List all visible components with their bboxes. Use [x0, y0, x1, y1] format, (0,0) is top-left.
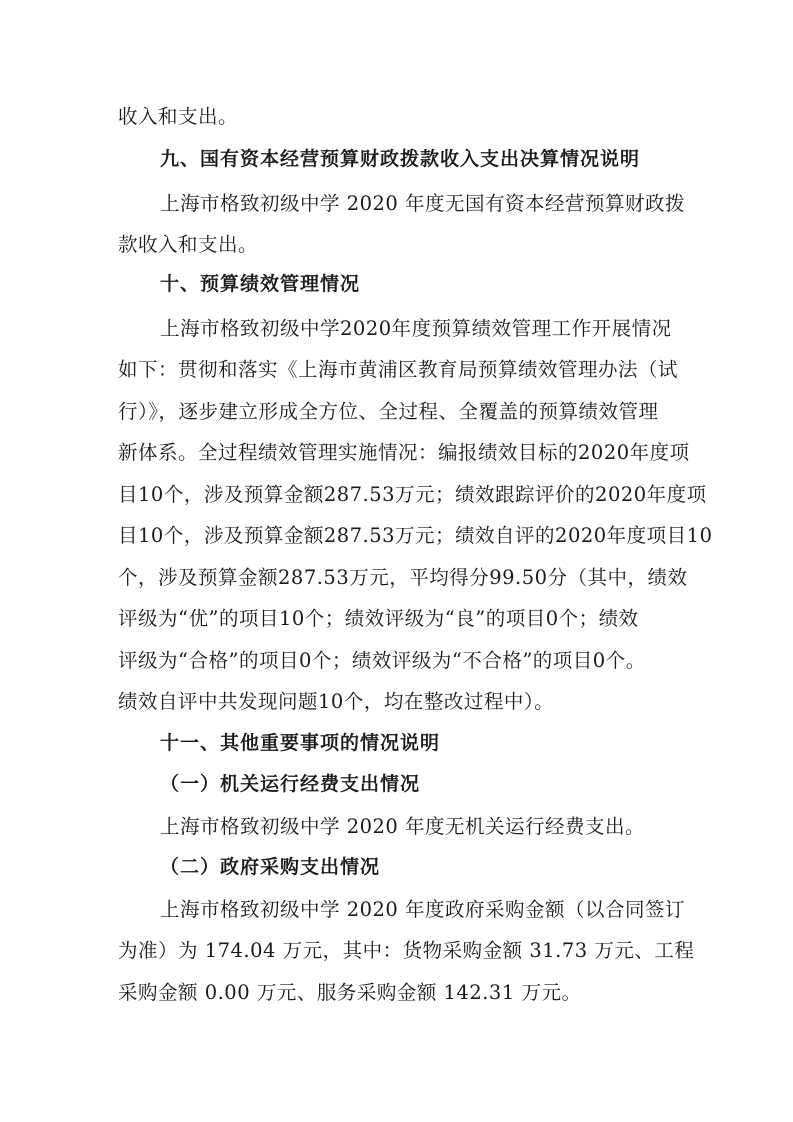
paragraph-10-line-5: 目10个，涉及预算金额287.53万元；绩效跟踪评价的2020年度项	[118, 483, 707, 506]
paragraph-11-1: 上海市格致初级中学 2020 年度无机关运行经费支出。	[160, 815, 646, 838]
heading-10: 十、预算绩效管理情况	[160, 273, 361, 295]
heading-11-2: （二）政府采购支出情况	[160, 856, 381, 878]
heading-11: 十一、其他重要事项的情况说明	[160, 732, 441, 754]
paragraph-10-line-7: 个，涉及预算金额287.53万元，平均得分99.50分（其中，绩效	[118, 566, 688, 589]
paragraph-10-line-6: 目10个，涉及预算金额287.53万元；绩效自评的2020年度项目10	[118, 524, 713, 547]
paragraph-9-line-1: 上海市格致初级中学 2020 年度无国有资本经营预算财政拨	[160, 192, 686, 215]
paragraph-9-line-2: 款收入和支出。	[118, 233, 259, 256]
paragraph-11-2-line-3: 采购金额 0.00 万元、服务采购金额 142.31 万元。	[118, 981, 582, 1004]
paragraph-10-line-3: 行）》，逐步建立形成全方位、全过程、全覆盖的预算绩效管理	[118, 400, 659, 423]
heading-11-1: （一）机关运行经费支出情况	[160, 773, 421, 795]
paragraph-10-line-4: 新体系。全过程绩效管理实施情况：编报绩效目标的2020年度项	[118, 441, 690, 464]
paragraph-10-line-9: 评级为“合格”的项目0个；绩效评级为“不合格”的项目0个。	[118, 649, 646, 672]
paragraph-10-line-8: 评级为“优”的项目10个；绩效评级为“良”的项目0个；绩效	[118, 607, 639, 630]
paragraph-11-2-line-2: 为准）为 174.04 万元，其中：货物采购金额 31.73 万元、工程	[118, 939, 695, 962]
paragraph-8-tail: 收入和支出。	[118, 105, 239, 128]
paragraph-10-line-2: 如下：贯彻和落实《上海市黄浦区教育局预算绩效管理办法（试	[118, 358, 679, 381]
paragraph-10-line-1: 上海市格致初级中学2020年度预算绩效管理工作开展情况	[160, 317, 672, 340]
paragraph-10-line-10: 绩效自评中共发现问题10个，均在整改过程中）。	[118, 690, 555, 713]
paragraph-11-2-line-1: 上海市格致初级中学 2020 年度政府采购金额（以合同签订	[160, 898, 686, 921]
heading-9: 九、国有资本经营预算财政拨款收入支出决算情况说明	[160, 148, 641, 170]
